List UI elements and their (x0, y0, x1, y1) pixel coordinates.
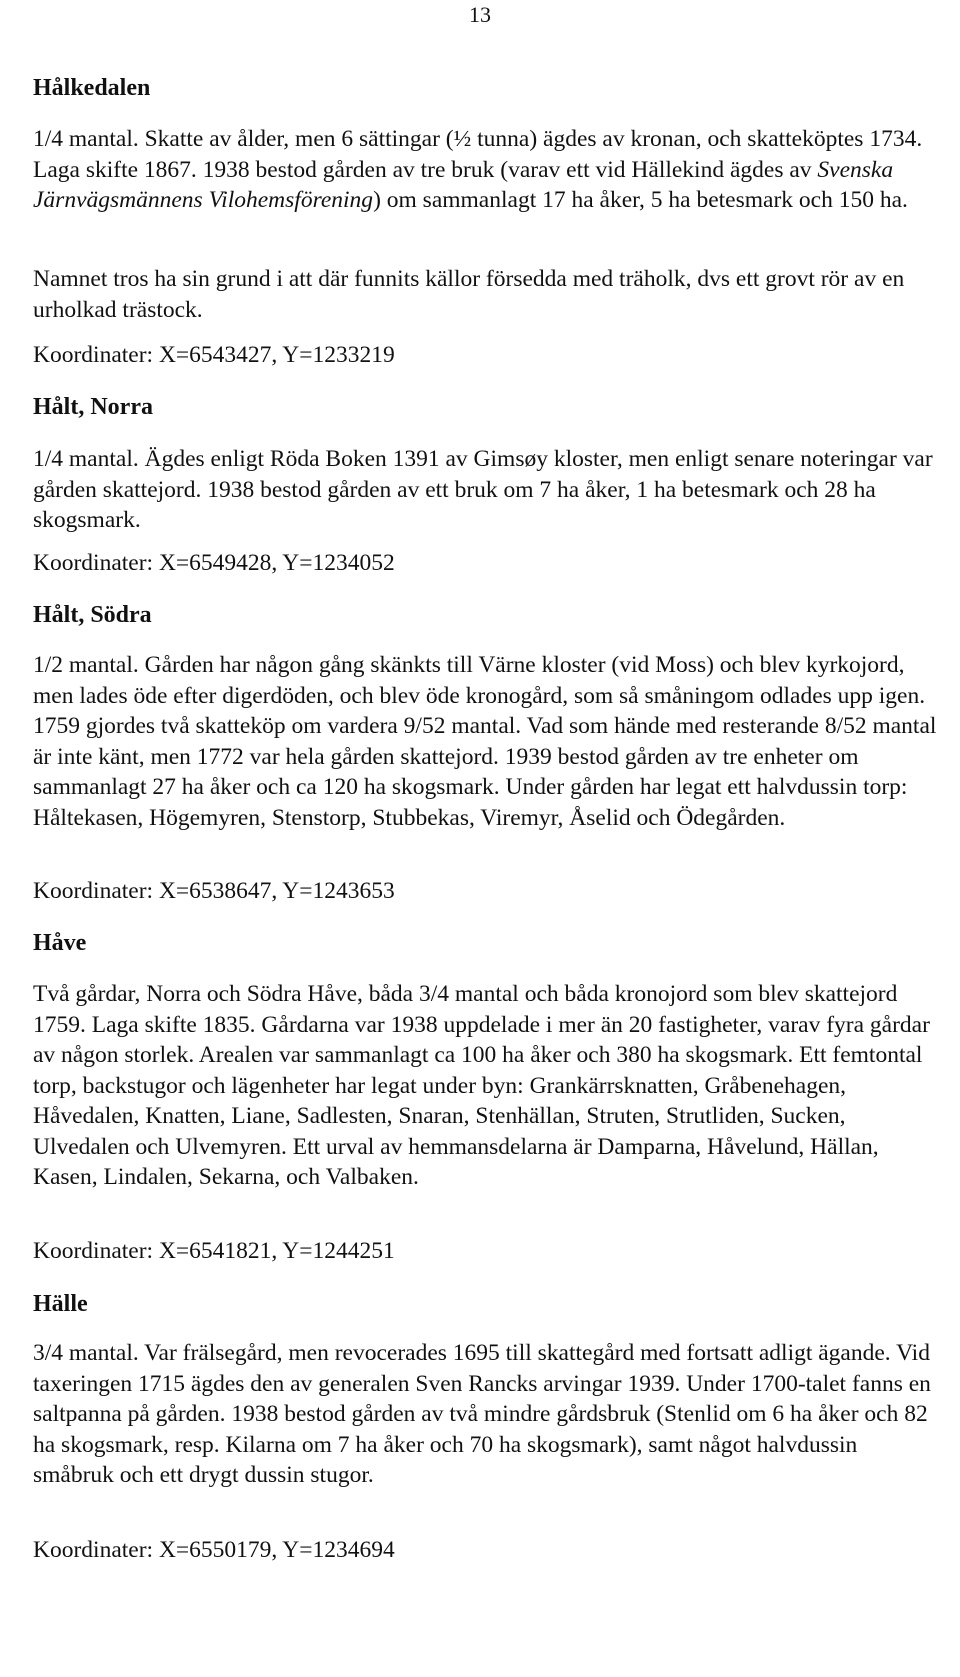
section-heading: Hälle (33, 1291, 88, 1317)
section-paragraph: 1/4 mantal. Ägdes enligt Röda Boken 1391 av Gimsøy kloster, men enligt senare noteringar var gården skattejord. 1938 bestod gården av ett bruk om 7 ha åker, 1 ha betesmark och 28 ha skogsmark. (33, 446, 933, 533)
section-heading: Hålt, Norra (33, 394, 153, 420)
coordinates-text: Koordinater: X=6541821, Y=1244251 (33, 1238, 395, 1264)
section-heading: Håve (33, 930, 87, 956)
coordinates-text: Koordinater: X=6549428, Y=1234052 (33, 550, 395, 576)
section-heading: Hålkedalen (33, 75, 151, 101)
section-heading: Hålt, Södra (33, 602, 152, 628)
section-paragraph: 3/4 mantal. Var frälsegård, men revocerades 1695 till skattegård med fortsatt adligt ägande. Vid taxeringen 1715 ägdes den av generalen Sven Rancks arvingar 1939. Under 1700-talet fanns en saltpanna på gården. 1938 bestod gården av två mindre gårdsbruk (Stenlid om 6 ha åker och 82 ha skogsmark, resp. Kilarna om 7 ha åker och 70 ha skogsmark), samt något halvdussin småbruk och ett drygt dussin stugor. (33, 1340, 931, 1488)
page-number: 13 (469, 2, 491, 27)
coordinates-text: Koordinater: X=6543427, Y=1233219 (33, 342, 395, 368)
section-paragraph: 1/2 mantal. Gården har någon gång skänkts till Värne kloster (vid Moss) och blev kyrkojord, men lades öde efter digerdöden, och blev öde kronogård, som så småningom odlades upp igen. 1759 gjordes två skatteköp om vardera 9/52 mantal. Vad som hände med resterande 8/52 mantal är inte känt, men 1772 var hela gården skattejord. 1939 bestod gården av tre enheter om sammanlagt 27 ha åker och ca 120 ha skogsmark. Under gården har legat ett halvdussin torp: Håltekasen, Högemyren, Stenstorp, Stubbekas, Viremyr, Åselid och Ödegården. (33, 652, 937, 831)
coordinates-text: Koordinater: X=6550179, Y=1234694 (33, 1537, 395, 1563)
section-paragraph: 1/4 mantal. Skatte av ålder, men 6 sättingar (½ tunna) ägdes av kronan, och skatteköptes 1734. Laga skifte 1867. 1938 bestod gården av tre bruk (varav ett vid Hällekind ägdes av Svenska Järnvägsmännens Vilohemsförening) om sammanlagt 17 ha åker, 5 ha betesmark och 150 ha. (33, 126, 923, 213)
section-paragraph: Namnet tros ha sin grund i att där funnits källor försedda med träholk, dvs ett grovt rör av en urholkad trästock. (33, 266, 905, 323)
section-paragraph: Två gårdar, Norra och Södra Håve, båda 3/4 mantal och båda kronojord som blev skattejord 1759. Laga skifte 1835. Gårdarna var 1938 uppdelade i mer än 20 fastigheter, varav fyra gårdar av någon storlek. Arealen var sammanlagt ca 100 ha åker och 380 ha skogsmark. Ett femtontal torp, backstugor och lägenheter har legat under byn: Grankärrsknatten, Gråbenehagen, Håvedalen, Knatten, Liane, Sadlesten, Snaran, Stenhällan, Struten, Strutliden, Sucken, Ulvedalen och Ulvemyren. Ett urval av hemmansdelarna är Damparna, Håvelund, Hällan, Kasen, Lindalen, Sekarna, och Valbaken. (33, 981, 930, 1190)
coordinates-text: Koordinater: X=6538647, Y=1243653 (33, 878, 395, 904)
